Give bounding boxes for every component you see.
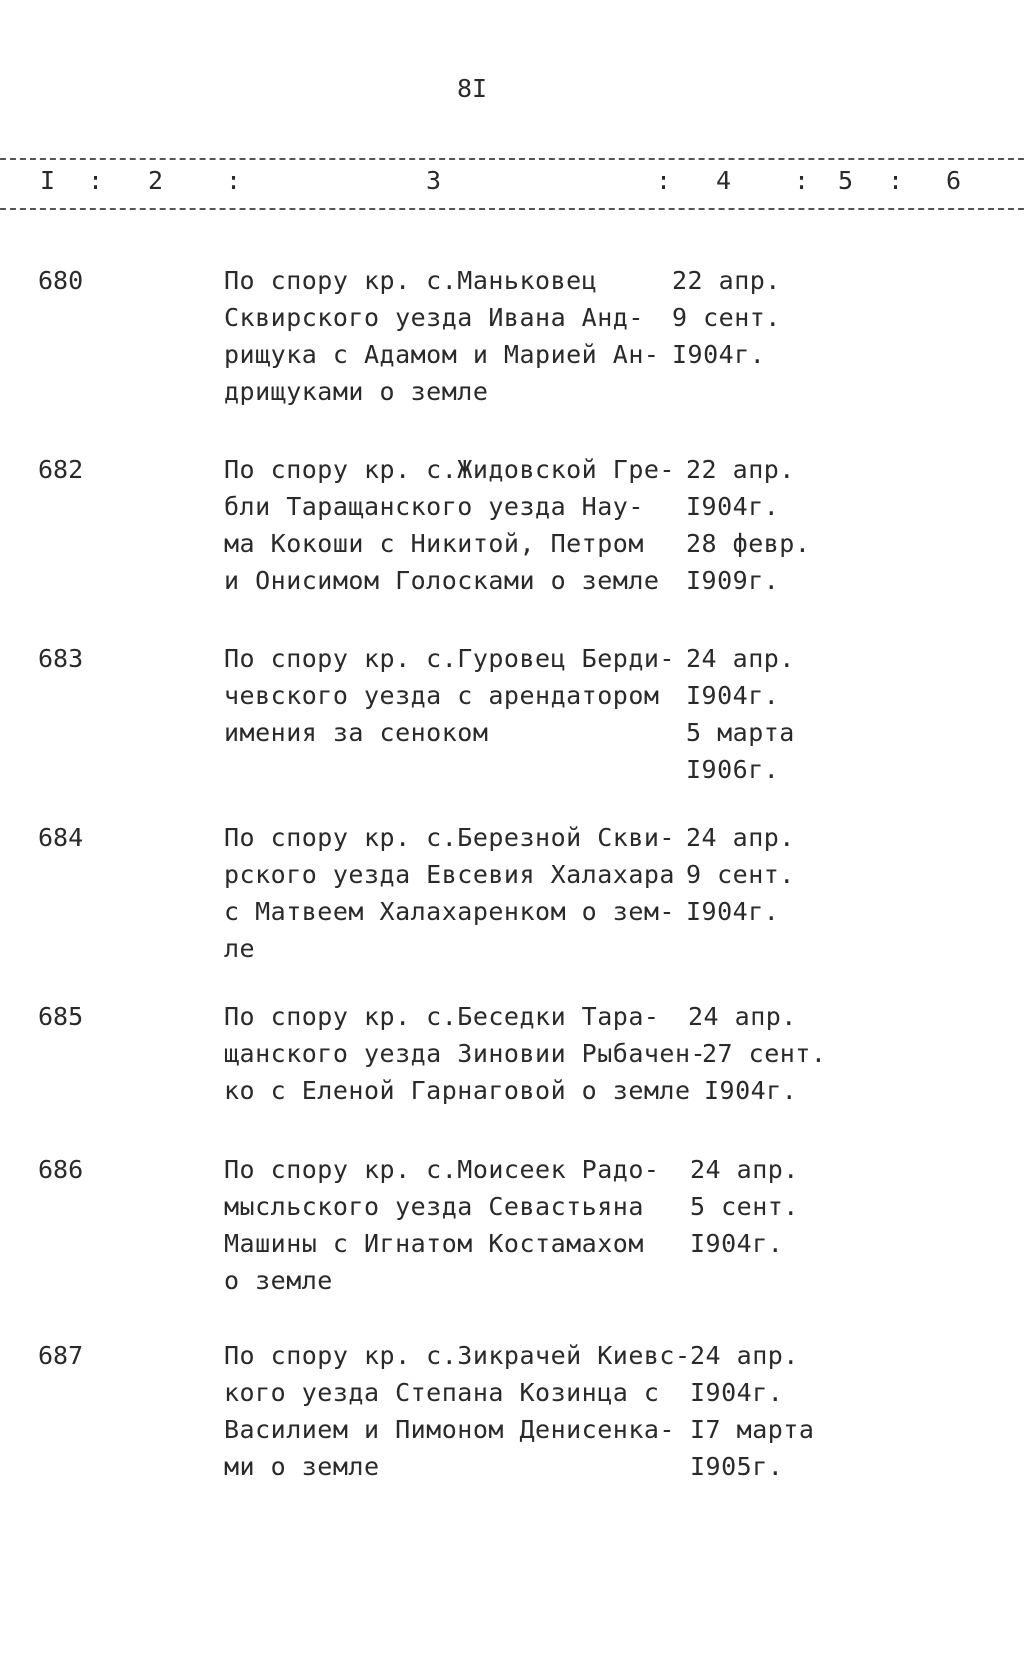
entry-description-line: бли Таращанского уезда Нау- [224,492,644,521]
entry-number: 685 [38,1002,84,1031]
entry-number: 683 [38,644,84,673]
entry-number: 682 [38,455,84,484]
entry-date: I904г. [686,492,780,521]
entry-description-line: рского уезда Евсевия Халахара [224,860,675,889]
entry-date: I906г. [686,755,780,784]
entry-description-line: рищука с Адамом и Марией Ан- [224,340,660,369]
entry-description-line: Василием и Пимоном Денисенка- [224,1415,675,1444]
entry-date: 24 апр. [690,1341,799,1370]
entry-date: 24 апр. [686,823,795,852]
entry-description-line: ле [224,934,256,963]
entry-description-line: дрищуками о земле [224,377,489,406]
entry-description-line: По спору кр. с.Маньковец [224,266,598,295]
entry-description-line: Машины с Игнатом Костамахом [224,1229,644,1258]
entry-date: 9 сент. [672,303,781,332]
entry-date: 22 апр. [672,266,781,295]
entry-description-line: имения за сеноком [224,718,489,747]
header-separator: : [656,166,672,195]
entry-description-line: Сквирского уезда Ивана Анд- [224,303,644,332]
header-separator: : [226,166,242,195]
entry-date: I904г. [690,1229,784,1258]
header-separator: : [888,166,904,195]
header-col-6: 6 [946,166,962,195]
entry-date: I7 марта [690,1415,815,1444]
entry-description-line: и Онисимом Голосками о земле [224,566,660,595]
entry-date: 9 сент. [686,860,795,889]
header-col-5: 5 [838,166,854,195]
entry-number: 686 [38,1155,84,1184]
entry-number: 680 [38,266,84,295]
header-col-2: 2 [148,166,164,195]
entry-date: 24 апр. [688,1002,797,1031]
header-col-4: 4 [716,166,732,195]
entry-description-line: с Матвеем Халахаренком о зем- [224,897,675,926]
entry-description-line: По спору кр. с.Гуровец Берди- [224,644,675,673]
entry-date: I909г. [686,566,780,595]
entry-date: I904г. [704,1076,798,1105]
entry-description-line: чевского уезда с арендатором [224,681,660,710]
page-number: 8I [456,74,488,103]
entry-description-line: кого уезда Степана Козинца с [224,1378,660,1407]
entry-date: I905г. [690,1452,784,1481]
entry-date: 27 сент. [702,1039,827,1068]
header-separator: : [794,166,810,195]
entry-date: 24 апр. [686,644,795,673]
entry-date: I904г. [690,1378,784,1407]
entry-date: 5 сент. [690,1192,799,1221]
entry-description-line: ми о земле [224,1452,380,1481]
entry-date: 28 февр. [686,529,811,558]
header-separator: : [88,166,104,195]
entry-number: 687 [38,1341,84,1370]
entry-description-line: По спору кр. с.Беседки Тара- [224,1002,660,1031]
entry-date: I904г. [672,340,766,369]
entry-number: 684 [38,823,84,852]
entry-description-line: По спору кр. с.Моисеек Радо- [224,1155,660,1184]
header-top-rule [0,158,1024,160]
entry-description-line: По спору кр. с.Зикрачей Киевс- [224,1341,691,1370]
header-col-3: 3 [426,166,442,195]
entry-date: I904г. [686,897,780,926]
entry-description-line: ма Кокоши с Никитой, Петром [224,529,644,558]
entry-date: 22 апр. [686,455,795,484]
column-header [0,166,1024,202]
entry-description-line: щанского уезда Зиновии Рыбачен- [224,1039,707,1068]
entry-date: 24 апр. [690,1155,799,1184]
header-bottom-rule [0,208,1024,210]
entry-description-line: ко с Еленой Гарнаговой о земле [224,1076,691,1105]
entry-date: I904г. [686,681,780,710]
entry-description-line: По спору кр. с.Жидовской Гре- [224,455,675,484]
entry-description-line: о земле [224,1266,333,1295]
entry-date: 5 марта [686,718,795,747]
header-col-1: I [40,166,56,195]
entry-description-line: мысльского уезда Севастьяна [224,1192,644,1221]
entry-description-line: По спору кр. с.Березной Скви- [224,823,675,852]
